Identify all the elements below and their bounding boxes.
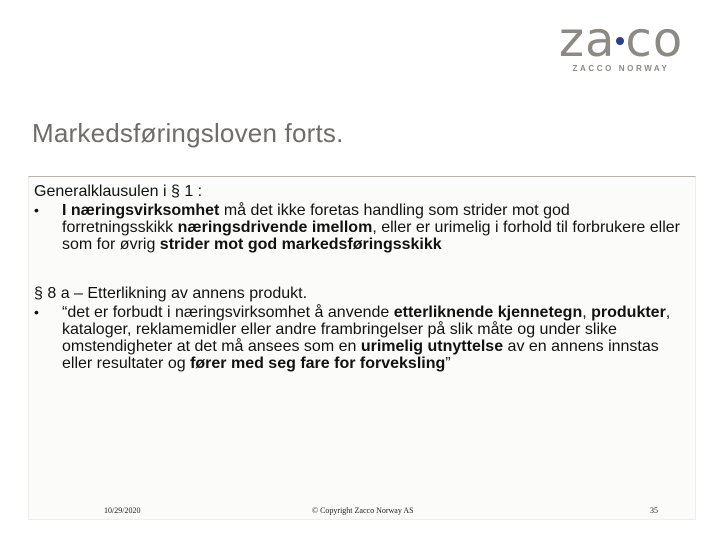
body-text: , kataloger, reklamemidler eller andre frambringelser på slik måte og under slike omstendigheter at det må ansees som en (62, 304, 671, 355)
body-text: av en annens innstas eller resultater og (62, 338, 659, 372)
section-heading: Generalklausulen i § 1 : (34, 183, 203, 200)
emphasis-text: I næringsvirksomhet (62, 202, 220, 219)
bullet-text (62, 304, 682, 372)
body-text: , eller er urimelig i forhold til forbrukere eller som for øvrig (62, 219, 680, 253)
emphasis-text: produkter (591, 304, 666, 321)
bullet-icon: • (34, 202, 39, 218)
emphasis-text: etterliknende kjennetegn (393, 304, 583, 321)
bullet-text (62, 202, 682, 253)
bullet-icon: • (34, 304, 39, 320)
body-text: ” (445, 355, 451, 372)
footer-date: 10/29/2020 (104, 506, 141, 515)
body-text: , (582, 304, 592, 321)
logo-word-right: co (625, 12, 684, 68)
footer-copyright: © Copyright Zacco Norway AS (312, 506, 414, 515)
section-heading: § 8 a – Etterlikning av annens produkt. (34, 285, 308, 302)
footer-page-number: 35 (650, 506, 658, 515)
bullet-item (34, 202, 682, 253)
body-text: må det ikke foretas handling som strider mot god forretningsskikk (62, 202, 570, 236)
body-text: “det er forbudt i næringsvirksomhet å anvende (62, 304, 394, 321)
logo-word-left: za (558, 12, 616, 68)
emphasis-text: fører med seg fare for forveksling (190, 355, 446, 372)
slide-title: Markedsføringsloven forts. (32, 118, 344, 148)
logo-wordmark (546, 12, 696, 68)
emphasis-text: strider mot god markedsføringsskikk (159, 236, 442, 253)
zacco-logo (546, 12, 696, 73)
logo-subtitle: ZACCO NORWAY (572, 64, 670, 73)
emphasis-text: urimelig utnyttelse (360, 338, 504, 355)
emphasis-text: næringsdrivende imellom (177, 219, 373, 236)
section-imitation (34, 285, 682, 372)
bullet-item (34, 304, 682, 372)
logo-dot-icon (616, 37, 624, 45)
section-general-clause (34, 183, 682, 253)
content-box (28, 176, 696, 520)
